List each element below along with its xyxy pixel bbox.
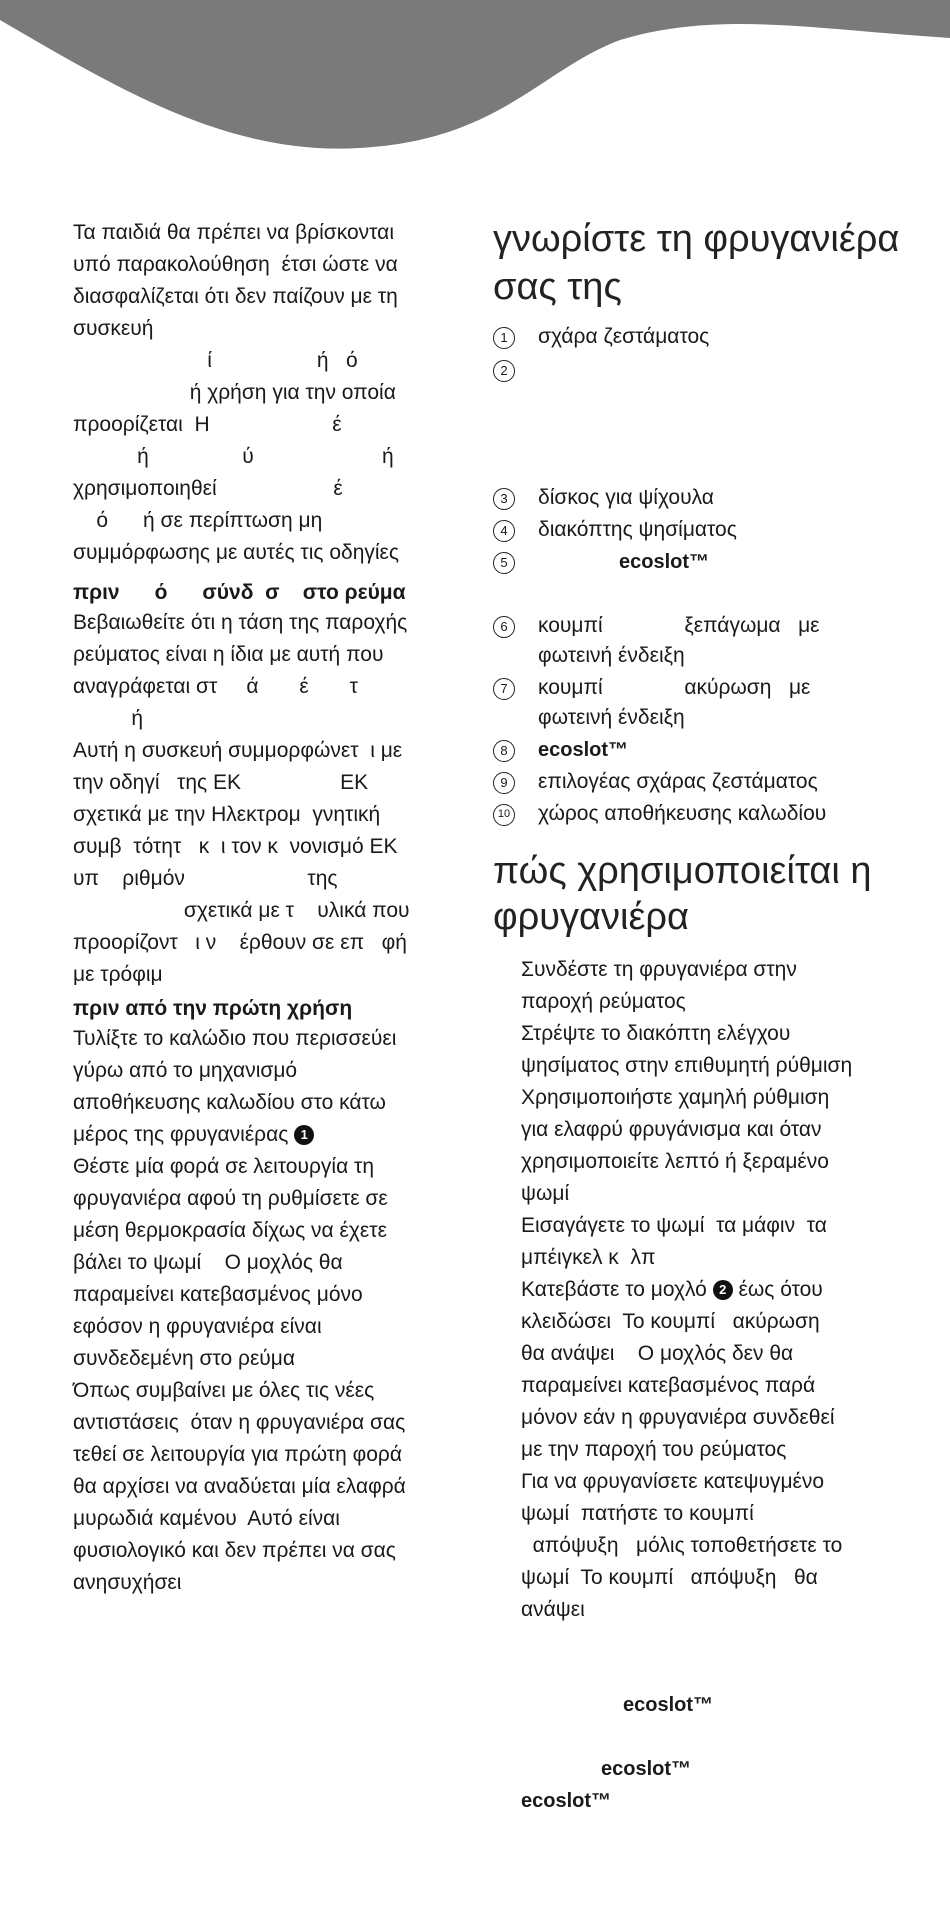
section-title: γνωρίστε τη φρυγανιέρα <box>493 218 900 260</box>
text-line: Τα παιδιά θα πρέπει να βρίσκονται <box>73 221 394 244</box>
text-line: παραμείνει κατεβασμένος παρά <box>521 1374 816 1397</box>
text-line: σχετικά με την Ηλεκτρομ γνητική <box>73 803 381 826</box>
text-line: μπέιγκελ κ λπ <box>521 1246 656 1269</box>
text-line: Κατεβάστε το μοχλό 2 έως ότου <box>521 1278 823 1301</box>
text-line: Χρησιμοποιήστε χαμηλή ρύθμιση <box>521 1086 830 1109</box>
text-line: βάλει το ψωμί Ο μοχλός θα <box>73 1251 343 1274</box>
text-line: αντιστάσεις όταν η φρυγανιέρα σας <box>73 1411 406 1434</box>
text-line: ψησίματος στην επιθυμητή ρύθμιση <box>521 1054 853 1077</box>
text-line: διασφαλίζεται ότι δεν παίζουν με τη <box>73 285 398 308</box>
text-line: συμμόρφωσης με αυτές τις οδηγίες <box>73 541 400 564</box>
text-line: την οδηγί της ΕΚ ΕΚ <box>73 771 369 794</box>
text-line: ί ή ό <box>73 349 358 372</box>
part-label-continued: φωτεινή ένδειξη <box>538 644 685 667</box>
part-label: κουμπί ξεπάγωμα με <box>538 614 820 637</box>
text-line: κλειδώσει Το κουμπί ακύρωση <box>521 1310 820 1333</box>
part-label: διακόπτης ψησίματος <box>538 518 737 541</box>
text-line: χρησιμοποιηθεί έ <box>73 477 343 500</box>
section-heading: πριν ό σύνδ σ στο ρεύμα <box>73 581 406 604</box>
header-wave <box>0 0 950 160</box>
text-line: τεθεί σε λειτουργία για πρώτη φορά <box>73 1443 402 1466</box>
text-line: για ελαφρύ φρυγάνισμα και όταν <box>521 1118 822 1141</box>
part-label: σχάρα ζεστάματος <box>538 325 710 348</box>
text-line: ή χρήση για την οποία <box>73 381 396 404</box>
part-label-continued: φωτεινή ένδειξη <box>538 706 685 729</box>
text-line: ψωμί Το κουμπί απόψυξη θα <box>521 1566 818 1589</box>
part-number: 2 <box>493 360 515 382</box>
part-number: 5 <box>493 552 515 574</box>
text-line: γύρω από το μηχανισμό <box>73 1059 298 1082</box>
text-line: παροχή ρεύματος <box>521 990 686 1013</box>
text-line: Θέστε μία φορά σε λειτουργία τη <box>73 1155 375 1178</box>
part-number: 4 <box>493 520 515 542</box>
text-line: ό ή σε περίπτωση μη <box>73 509 323 532</box>
part-number: 1 <box>493 327 515 349</box>
text-line: αναγράφεται στ ά έ τ <box>73 675 358 698</box>
text-line: μυρωδιά καμένου Αυτό είναι <box>73 1507 340 1530</box>
part-label: ecoslot™ <box>538 739 629 761</box>
text-line: Τυλίξτε το καλώδιο που περισσεύει <box>73 1027 397 1050</box>
section-heading: πριν από την πρώτη χρήση <box>73 997 353 1020</box>
part-number: 9 <box>493 772 515 794</box>
text-line: Συνδέστε τη φρυγανιέρα στην <box>521 958 797 981</box>
part-number: 7 <box>493 678 515 700</box>
part-label: χώρος αποθήκευσης καλωδίου <box>538 802 827 825</box>
text-line: εφόσον η φρυγανιέρα είναι <box>73 1315 322 1338</box>
ecoslot-label: ecoslot™ <box>521 1790 612 1812</box>
part-label: κουμπί ακύρωση με <box>538 676 811 699</box>
text-line: θα ανάψει Ο μοχλός δεν θα <box>521 1342 794 1365</box>
text-line: συμβ τότητ κ ι τον κ νονισμό ΕΚ <box>73 835 398 858</box>
text-line: υπ ριθμόν της <box>73 867 338 890</box>
text-line: προορίζεται Η έ <box>73 413 342 436</box>
part-label: δίσκος για ψίχουλα <box>538 486 714 509</box>
figure-ref-badge: 2 <box>713 1280 733 1300</box>
text-line: Στρέψτε το διακόπτη ελέγχου <box>521 1022 791 1045</box>
text-line: χρησιμοποιείτε λεπτό ή ξεραμένο <box>521 1150 829 1173</box>
text-line: ανησυχήσει <box>73 1571 182 1594</box>
text-line: με την παροχή του ρεύματος <box>521 1438 787 1461</box>
text-line: μέση θερμοκρασία δίχως να έχετε <box>73 1219 387 1242</box>
text-line: φρυγανιέρα αφού τη ρυθμίσετε σε <box>73 1187 388 1210</box>
text-line: Για να φρυγανίσετε κατεψυγμένο <box>521 1470 825 1493</box>
text-line: σχετικά με τ υλικά που <box>73 899 410 922</box>
text-line: αποθήκευσης καλωδίου στο κάτω <box>73 1091 386 1114</box>
text-line: συνδεδεμένη στο ρεύμα <box>73 1347 296 1370</box>
section-title: σας της <box>493 266 622 308</box>
text-line: Βεβαιωθείτε ότι η τάση της παροχής <box>73 611 408 634</box>
section-title: πώς χρησιμοποιείται η <box>493 850 872 892</box>
text-line: Αυτή η συσκευή συμμορφώνετ ι με <box>73 739 403 762</box>
text-line: ή ύ ή <box>73 445 394 468</box>
text-line: ανάψει <box>521 1598 585 1621</box>
figure-ref-badge: 1 <box>294 1125 314 1145</box>
text-line: με τρόφιμ <box>73 963 163 986</box>
text-line: μέρος της φρυγανιέρας 1 <box>73 1122 314 1148</box>
part-number: 6 <box>493 616 515 638</box>
text-line: παραμείνει κατεβασμένος μόνο <box>73 1283 363 1306</box>
part-number: 10 <box>493 804 515 826</box>
text-line: Όπως συμβαίνει με όλες τις νέες <box>73 1379 375 1402</box>
text-line: απόψυξη μόλις τοποθετήσετε το <box>521 1534 843 1557</box>
text-line: ρεύματος είναι η ίδια με αυτή που <box>73 643 384 666</box>
section-title: φρυγανιέρα <box>493 896 689 938</box>
text-line: φυσιολογικό και δεν πρέπει να σας <box>73 1539 396 1562</box>
text-line: μόνον εάν η φρυγανιέρα συνδεθεί <box>521 1406 835 1429</box>
text-line: ψωμί <box>521 1182 570 1205</box>
text-line: προορίζοντ ι ν έρθουν σε επ φή <box>73 931 407 954</box>
text-line: ή <box>73 707 144 730</box>
part-number: 8 <box>493 740 515 762</box>
part-label: ecoslot™ <box>619 551 710 573</box>
ecoslot-label: ecoslot™ <box>623 1694 714 1716</box>
text-line: ψωμί πατήστε το κουμπί <box>521 1502 754 1525</box>
text-line: Εισαγάγετε το ψωμί τα μάφιν τα <box>521 1214 827 1237</box>
part-label: επιλογέας σχάρας ζεστάματος <box>538 770 818 793</box>
ecoslot-label: ecoslot™ <box>601 1758 692 1780</box>
part-number: 3 <box>493 488 515 510</box>
text-line: θα αρχίσει να αναδύεται μία ελαφρά <box>73 1475 406 1498</box>
text-line: υπό παρακολούθηση έτσι ώστε να <box>73 253 398 276</box>
text-line: συσκευή <box>73 317 154 340</box>
